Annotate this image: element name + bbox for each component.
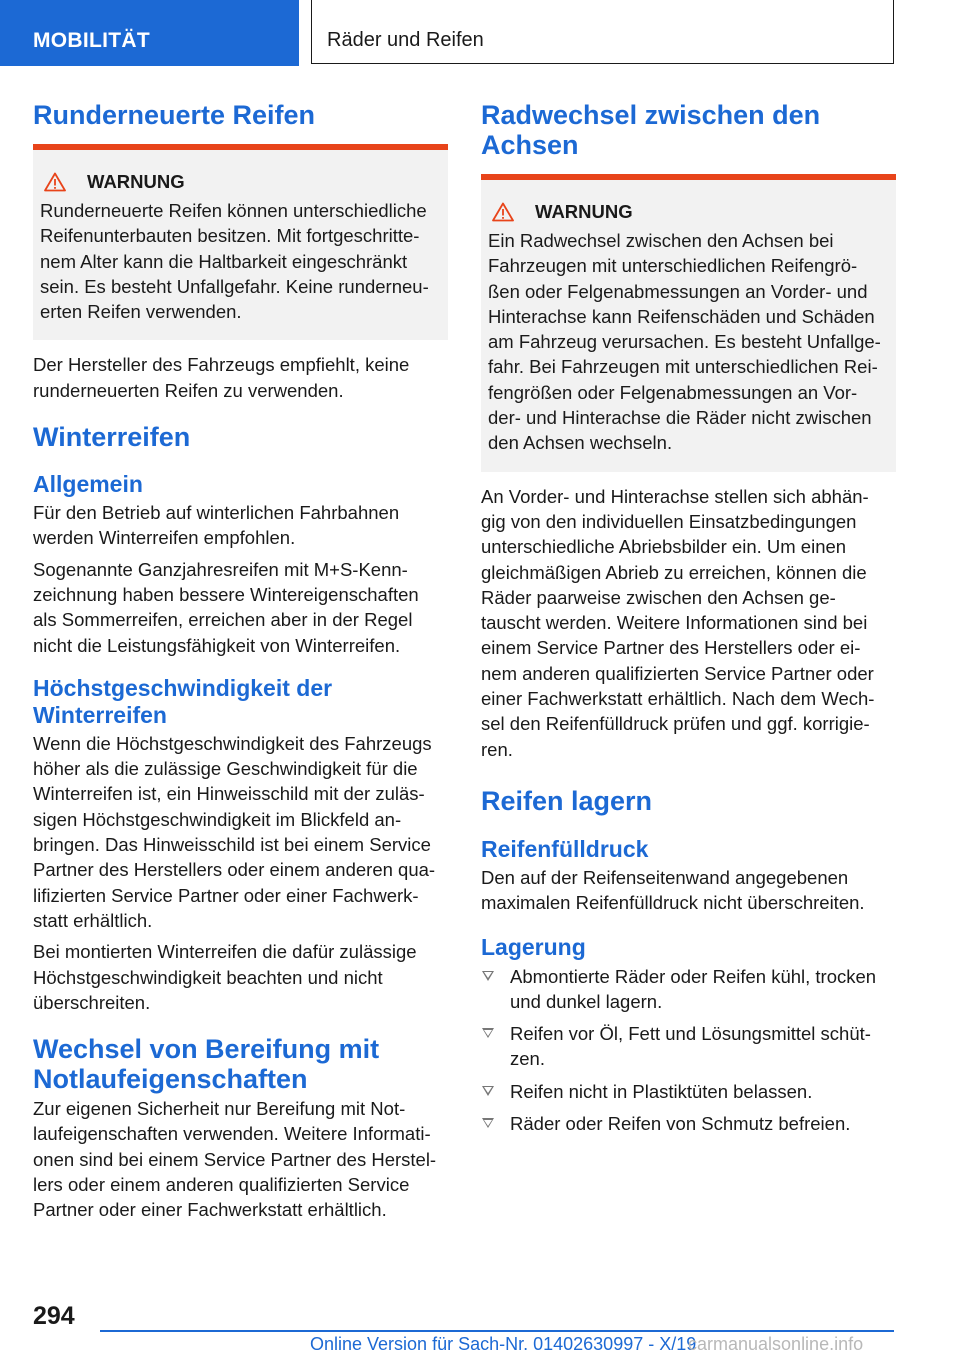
warning-label: WARNUNG: [87, 171, 185, 192]
warning-text: Runderneuerte Reifen können unterschiedliche Reifenunterbauten besitzen. Mit fortgeschritte‐ nem Alter kann die Haltbarkeit eingeschränkt sein. Es besteht Unfallgefahr. Keine runderneu‐ erten Reifen verwenden.: [40, 200, 429, 323]
warning-label: WARNUNG: [535, 201, 633, 222]
left-column: [33, 100, 448, 1223]
footer-version-text: Online Version für Sach-Nr. 01402630997 - X/19: [310, 1334, 697, 1354]
footer-divider: [100, 1330, 894, 1332]
paragraph-max-speed-2: Bei montierten Winterreifen die dafür zulässige Höchstgeschwindigkeit beachten und nicht überschreiten.: [33, 941, 417, 1013]
list-item: Reifen vor Öl, Fett und Lösungsmittel schüt‐ zen.: [481, 1021, 896, 1072]
page-header: [0, 0, 960, 66]
heading-retreaded-tires: Runderneuerte Reifen: [33, 100, 316, 130]
warning-text: Ein Radwechsel zwischen den Achsen bei Fahrzeugen mit unterschiedlichen Reifengrö‐ ßen oder Felgenabmessungen an Vorder- und Hinterachse kann Reifenschäden und Schäden am Fahrzeug verursachen. Es besteht Unfallge‐ fahr. Bei Fahrzeugen mit unterschiedlichen Rei‐ fengrößen oder Felgenabmessungen an Vor‐ der- und Hinterachse die Räder nicht zwischen den Achsen wechseln.: [488, 230, 881, 454]
header-chapter-title: Räder und Reifen: [311, 0, 894, 64]
bullet-triangle-icon: [482, 1118, 494, 1128]
paragraph-axle-swap: An Vorder- und Hinterachse stellen sich abhän‐ gig von den individuellen Einsatzbedingungen unterschiedliche Abriebsbilder ein. Um einen gleichmäßigen Abrieb zu erreichen, können die Räder paarweise zwischen den Achsen ge‐ tauscht werden. Weitere Informationen sind bei einem Service Partner des Herstellers oder ei‐ nem anderen qualifizierten Service Partner oder einer Fachwerkstatt erhältlich. Nach dem Wech‐ sel den Reifenfülldruck prüfen und ggf. korrigie‐ ren.: [481, 485, 875, 760]
paragraph-retread-recommendation: Der Hersteller des Fahrzeugs empfiehlt, keine runderneuerten Reifen zu verwenden.: [33, 354, 410, 401]
heading-max-speed: Höchstgeschwindigkeit der Winterreifen: [33, 674, 333, 728]
bullet-triangle-icon: [482, 971, 494, 981]
heading-general: Allgemein: [33, 471, 143, 498]
paragraph-general-1: Für den Betrieb auf winterlichen Fahrbahnen werden Winterreifen empfohlen.: [33, 502, 400, 549]
heading-runflat-change: Wechsel von Bereifung mit Notlaufeigenschaften: [33, 1034, 380, 1095]
warning-box-axle-swap: [481, 174, 896, 472]
paragraph-max-speed-1: Wenn die Höchstgeschwindigkeit des Fahrzeugs höher als die zulässige Geschwindigkeit für die Winterreifen ist, ein Hinweisschild mit der zuläs‐ sigen Höchstgeschwindigkeit im Blickfeld an‐ bringen. Das Hinweisschild ist bei einem Service Partner des Herstellers oder einem anderen qua‐ lifizierten Service Partner oder einer Fachwerk‐ statt erhältlich.: [33, 732, 436, 931]
heading-tire-pressure: Reifenfülldruck: [481, 835, 649, 862]
warning-triangle-icon: [44, 172, 66, 192]
footer-watermark: carmanualsonline.info: [688, 1334, 864, 1354]
page-number: 294: [33, 1302, 75, 1330]
heading-tire-storage: Reifen lagern: [481, 785, 653, 816]
heading-axle-swap: Radwechsel zwischen den Achsen: [481, 100, 821, 160]
warning-triangle-icon: [492, 202, 514, 222]
bullet-triangle-icon: [482, 1028, 494, 1038]
list-item: Reifen nicht in Plastiktüten belassen.: [481, 1079, 896, 1104]
header-section-tab: MOBILITÄT: [0, 0, 299, 66]
heading-storage: Lagerung: [481, 933, 586, 960]
storage-bullet-list: [481, 964, 896, 1137]
bullet-triangle-icon: [482, 1086, 494, 1096]
warning-box-retreaded: [33, 144, 448, 340]
list-item: Abmontierte Räder oder Reifen kühl, trocken und dunkel lagern.: [481, 964, 896, 1015]
paragraph-general-2: Sogenannte Ganzjahresreifen mit M+S-Kenn‐ zeichnung haben bessere Wintereigenschaften als Sommerreifen, erreichen aber in der Regel nicht die Leistungsfähigkeit von Winterreifen.: [33, 558, 419, 656]
paragraph-tire-pressure: Den auf der Reifenseitenwand angegebenen maximalen Reifenfülldruck nicht überschreiten.: [481, 866, 865, 914]
paragraph-runflat: Zur eigenen Sicherheit nur Bereifung mit Not‐ laufeigenschaften verwenden. Weitere Informati‐ onen sind bei einem Service Partner des Herstel‐ lers oder einem anderen qualifizierten Service Partner oder einer Fachwerkstatt erhältlich.: [33, 1098, 437, 1221]
heading-winter-tires: Winterreifen: [33, 422, 191, 453]
list-item: Räder oder Reifen von Schmutz befreien.: [481, 1111, 896, 1136]
right-column: [481, 100, 896, 1143]
